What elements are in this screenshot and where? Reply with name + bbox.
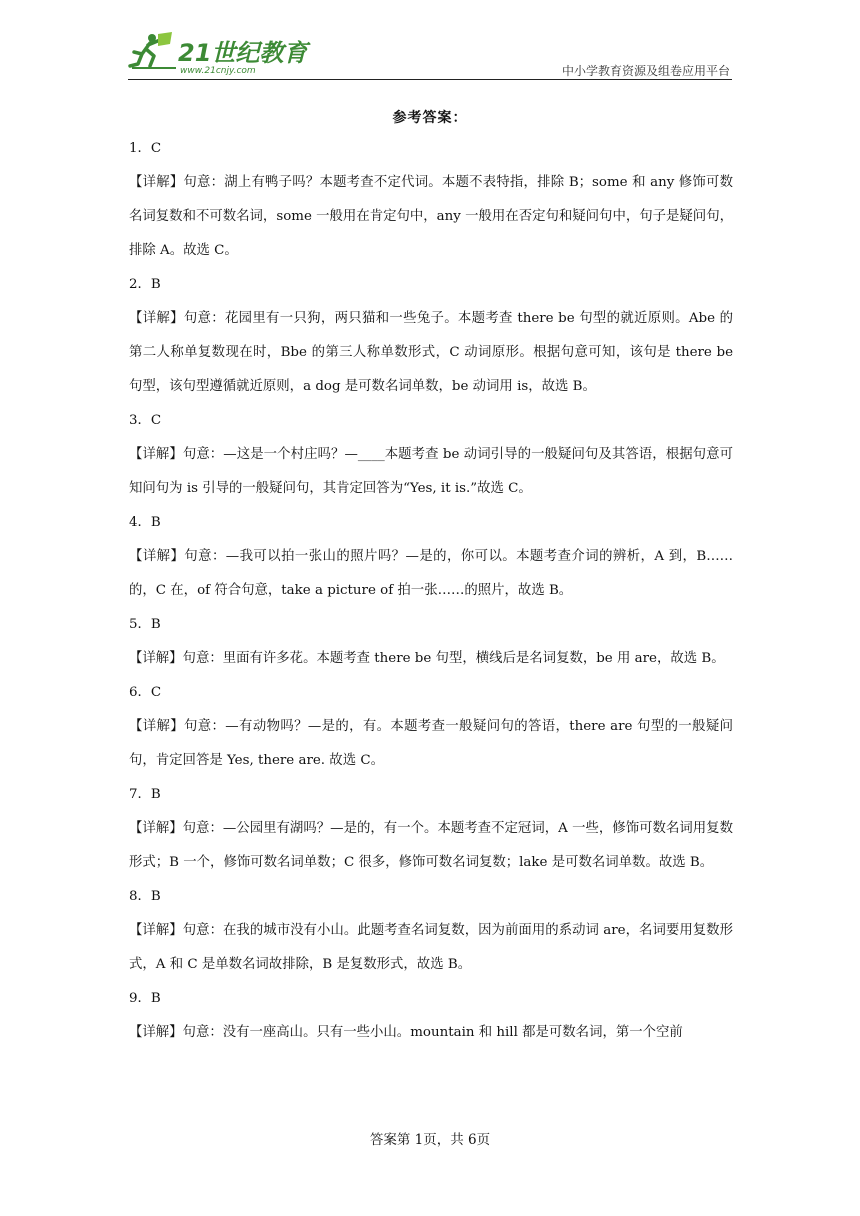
answer-item	[129, 268, 733, 404]
answer-explanation: 【详解】句意：没有一座高山。只有一些小山。mountain 和 hill 都是可数名词，第一个空前	[129, 1025, 683, 1040]
answer-number: 6．C	[129, 685, 162, 700]
header-divider	[128, 79, 732, 80]
answer-number: 7．B	[129, 787, 161, 802]
21cnjy-logo	[128, 28, 318, 78]
answer-explanation: 【详解】句意：湖上有鸭子吗？本题考查不定代词。本题不表特指，排除 B；some 和 any 修饰可数名词复数和不可数名词，some 一般用在肯定句中，any 一般用在否定句和疑问句中，句子是疑问句，排除 A。故选 C。	[129, 175, 733, 258]
answer-item	[129, 404, 733, 506]
answer-number: 1．C	[129, 141, 162, 156]
answer-item	[129, 676, 733, 778]
answer-number: 9．B	[129, 991, 161, 1006]
answer-explanation: 【详解】句意：花园里有一只狗，两只猫和一些兔子。本题考查 there be 句型的就近原则。Abe 的第二人称单复数现在时，Bbe 的第三人称单数形式，C 动词原形。根据句意可知，该句是 there be 句型，该句型遵循就近原则，a dog 是可数名词单数，be 动词用 is，故选 B。	[129, 311, 733, 394]
answer-item	[129, 982, 733, 1050]
answer-explanation: 【详解】句意：在我的城市没有小山。此题考查名词复数，因为前面用的系动词 are，名词要用复数形式，A 和 C 是单数名词故排除，B 是复数形式，故选 B。	[129, 923, 733, 972]
logo-url: www.21cnjy.com	[180, 66, 256, 76]
answer-number: 4．B	[129, 515, 161, 530]
answer-item	[129, 778, 733, 880]
answer-item	[129, 132, 733, 268]
answer-explanation: 【详解】句意：—公园里有湖吗？—是的，有一个。本题考查不定冠词，A 一些，修饰可数名词用复数形式；B 一个，修饰可数名词单数；C 很多，修饰可数名词复数；lake 是可数名词单数。故选 B。	[129, 821, 733, 870]
page-title: 参考答案：	[392, 110, 468, 126]
answer-number: 5．B	[129, 617, 161, 632]
answer-explanation: 【详解】句意：—有动物吗？—是的，有。本题考查一般疑问句的答语，there are 句型的一般疑问句，肯定回答是 Yes, there are. 故选 C。	[129, 719, 733, 768]
platform-name: 中小学教育资源及组卷应用平台	[561, 64, 730, 78]
logo-text: 21世纪教育	[178, 39, 308, 67]
answer-explanation: 【详解】句意：—我可以拍一张山的照片吗？—是的，你可以。本题考查介词的辨析，A 到，B……的，C 在，of 符合句意，take a picture of 拍一张……的照片，故选 B。	[129, 549, 733, 598]
answer-number: 8．B	[129, 889, 161, 904]
answer-item	[129, 608, 733, 676]
page-footer: 答案第 1页，共 6页	[369, 1132, 491, 1148]
answer-item	[129, 880, 733, 982]
answer-item	[129, 506, 733, 608]
answer-number: 3．C	[129, 413, 162, 428]
answer-number: 2．B	[129, 277, 161, 292]
answer-explanation: 【详解】句意：里面有许多花。本题考查 there be 句型，横线后是名词复数，be 用 are，故选 B。	[129, 651, 725, 666]
answer-list	[129, 132, 733, 1050]
page-header	[128, 28, 732, 80]
answer-explanation: 【详解】句意：—这是一个村庄吗？—____本题考查 be 动词引导的一般疑问句及其答语，根据句意可知问句为 is 引导的一般疑问句，其肯定回答为“Yes, it is.”故选 C。	[129, 447, 733, 496]
